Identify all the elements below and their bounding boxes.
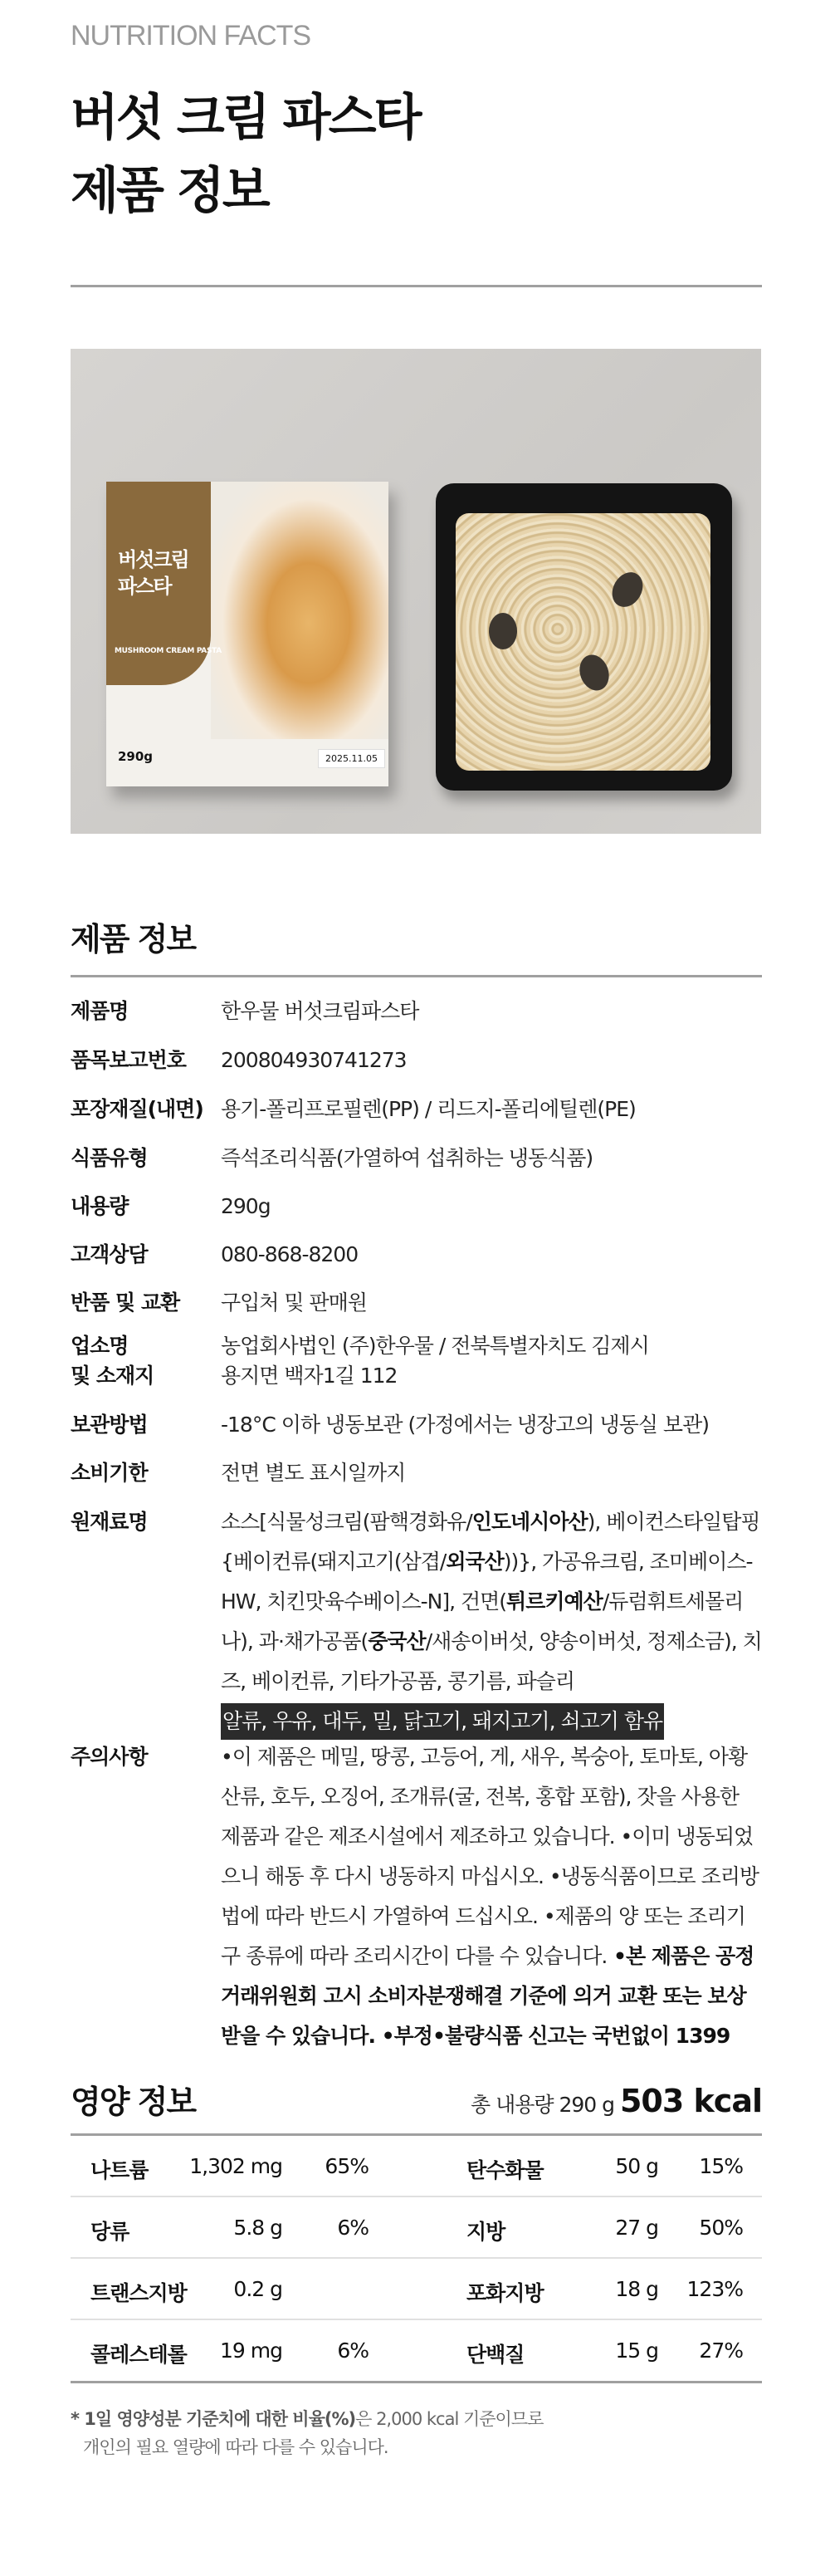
nutrient-amount: 5.8 g — [233, 2216, 282, 2240]
nutrient-label: 트랜스지방 — [90, 2281, 187, 2305]
package-english-name: MUSHROOM CREAM PASTA — [115, 647, 222, 655]
title-line-1: 버섯 크림 파스타 — [71, 89, 420, 147]
info-row — [71, 1331, 762, 1391]
info-value: 200804930741273 — [221, 1048, 407, 1072]
nutrient-amount: 19 mg — [220, 2338, 282, 2363]
info-value: 농업회사법인 (주)한우물 / 전북특별자치도 김제시 용지면 백자1길 112 — [221, 1334, 649, 1388]
nutrient-amount: 18 g — [615, 2277, 658, 2301]
info-label: 원재료명 — [71, 1510, 148, 1534]
nutrient-label: 단백질 — [466, 2343, 525, 2367]
nutrient-percent: 123% — [686, 2277, 743, 2301]
nutrient-percent: 6% — [337, 2216, 369, 2240]
nutrient-amount: 0.2 g — [233, 2277, 282, 2301]
pasta-noodles — [456, 513, 710, 771]
info-label-line: 업소명 — [71, 1334, 129, 1358]
nutrition-title: 영양 정보 — [71, 2084, 196, 2120]
info-label — [71, 1331, 221, 1391]
info-label: 주의사항 — [71, 1745, 148, 1769]
nutrition-summary — [471, 2083, 762, 2119]
ingredients-value — [221, 1502, 762, 1741]
origin-highlight: 외국산 — [446, 1550, 504, 1574]
nutrient-amount: 15 g — [615, 2338, 658, 2363]
info-row — [71, 1283, 762, 1323]
info-value: -18°C 이하 냉동보관 (가정에서는 냉장고의 냉동실 보관) — [221, 1413, 709, 1437]
info-row — [71, 1405, 762, 1445]
product-info-divider — [71, 975, 762, 977]
nutrient-label: 나트륨 — [90, 2158, 149, 2182]
nutrient-percent: 6% — [337, 2338, 369, 2363]
mushroom-slice — [575, 651, 614, 695]
product-photo — [71, 349, 761, 834]
nutrient-label: 포화지방 — [466, 2281, 544, 2305]
info-row — [71, 1235, 762, 1275]
mushroom-slice — [606, 566, 648, 612]
package-name-line-1: 버섯크림 — [118, 548, 188, 571]
nutrient-percent: 27% — [699, 2338, 743, 2363]
nutrient-amount: 1,302 mg — [189, 2154, 282, 2178]
ingredients-row — [71, 1502, 762, 1741]
header-divider — [71, 285, 762, 287]
cautions-row — [71, 1737, 762, 2056]
mushroom-slice — [489, 613, 517, 649]
footnote — [71, 2406, 543, 2431]
info-row — [71, 992, 762, 1031]
footnote-text: 은 2,000 kcal 기준이므로 — [355, 2409, 544, 2429]
info-label: 내용량 — [71, 1194, 129, 1218]
nutrient-percent: 15% — [699, 2154, 743, 2178]
page-title — [71, 81, 420, 228]
nutrient-label: 콜레스테롤 — [90, 2343, 187, 2367]
package-product-name — [118, 546, 209, 600]
ingredient-text: /새송이버섯, 양송이버섯, 정제소금), 치즈, 베이컨류, 기타가공품, 콩기름, 파슬리 — [221, 1629, 762, 1693]
nutrition-row — [71, 2197, 762, 2259]
info-row — [71, 1187, 762, 1227]
info-row — [71, 1453, 762, 1493]
cautions-value — [221, 1737, 762, 2056]
footnote-bold: * 1일 영양성분 기준치에 대한 비율(%) — [71, 2409, 356, 2429]
nutrition-row — [71, 2320, 762, 2383]
info-row — [71, 1090, 762, 1129]
product-package — [106, 482, 388, 786]
info-value: 구입처 및 판매원 — [221, 1290, 367, 1315]
info-label: 식품유형 — [71, 1146, 148, 1170]
info-label: 소비기한 — [71, 1461, 148, 1485]
ingredient-text: ))}, 가공유크림, 조미베이스-HW, 치킨맛육수베이스-N], 건면( — [221, 1550, 753, 1614]
nutrient-label: 탄수화물 — [466, 2158, 544, 2182]
info-value: 290g — [221, 1194, 271, 1218]
eyebrow-label: NUTRITION FACTS — [71, 20, 311, 51]
nutrient-label: 지방 — [466, 2220, 505, 2244]
caution-text: •이 제품은 메밀, 땅콩, 고등어, 게, 새우, 복숭아, 토마토, 아황산류, 호두, 오징어, 조개류(굴, 전복, 홍합 포함), 잣을 사용한 제품과 같은 제조시설에서 제조하고 있습니다. •이미 냉동되었으니 해동 후 다시 냉동하지 마십시오. •냉동식품이므로 조리방법에 따라 반드시 가열하여 드십시오. •제품의 양 또는 조리기구 종류에 따라 조리시간이 다를 수 있습니다. — [221, 1745, 759, 1968]
nutrient-amount: 50 g — [615, 2154, 658, 2178]
ingredient-text: /듀럼휘트세몰리나), 과·채가공품( — [221, 1589, 744, 1653]
caution-bold-text: •본 제품은 공정거래위원회 고시 소비자분쟁해결 기준에 의거 교환 또는 보상받을 수 있습니다. •부정•불량식품 신고는 국번없이 1399 — [221, 1944, 754, 2048]
info-label: 품목보고번호 — [71, 1048, 186, 1072]
info-value: 즉석조리식품(가열하여 섭취하는 냉동식품) — [221, 1146, 593, 1170]
ingredient-text: ), 베이컨스타일탑핑{베이컨류(돼지고기(삼겹/ — [221, 1510, 760, 1574]
allergen-badge: 알류, 우유, 대두, 밀, 닭고기, 돼지고기, 쇠고기 함유 — [221, 1703, 664, 1740]
product-info-title: 제품 정보 — [71, 921, 196, 957]
nutrient-label: 당류 — [90, 2220, 129, 2244]
nutrient-amount: 27 g — [615, 2216, 658, 2240]
info-row — [71, 1139, 762, 1178]
info-value: 용기-폴리프로필렌(PP) / 리드지-폴리에틸렌(PE) — [221, 1097, 636, 1121]
info-label: 반품 및 교환 — [71, 1290, 180, 1315]
origin-highlight: 인도네시아산 — [471, 1510, 588, 1534]
total-amount: 총 내용량 290 g — [471, 2093, 615, 2117]
origin-highlight: 튀르키예산 — [506, 1589, 603, 1614]
info-label: 제품명 — [71, 999, 129, 1023]
package-name-line-2: 파스타 — [118, 575, 171, 598]
origin-highlight: 중국산 — [368, 1629, 426, 1653]
info-value: 080-868-8200 — [221, 1242, 359, 1266]
info-value: 전면 별도 표시일까지 — [221, 1461, 406, 1485]
nutrient-percent: 65% — [325, 2154, 369, 2178]
title-line-2: 제품 정보 — [71, 162, 268, 220]
nutrition-row — [71, 2259, 762, 2320]
package-weight: 290g — [118, 749, 154, 764]
info-row — [71, 1041, 762, 1080]
nutrition-row — [71, 2136, 762, 2197]
info-label-line: 및 소재지 — [71, 1364, 154, 1388]
info-value: 한우물 버섯크림파스타 — [221, 999, 419, 1023]
package-food-image — [211, 482, 388, 739]
package-date: 2025.11.05 — [318, 749, 385, 768]
footnote-line-2: 개인의 필요 열량에 따라 다를 수 있습니다. — [83, 2437, 388, 2457]
ingredient-text: 소스[식물성크림(팜핵경화유/ — [221, 1510, 472, 1534]
total-kcal: 503 kcal — [619, 2083, 762, 2119]
info-label: 고객상담 — [71, 1242, 148, 1266]
pasta-tray — [436, 483, 732, 791]
info-label: 보관방법 — [71, 1413, 148, 1437]
info-label: 포장재질(내면) — [71, 1097, 203, 1121]
nutrient-percent: 50% — [699, 2216, 743, 2240]
